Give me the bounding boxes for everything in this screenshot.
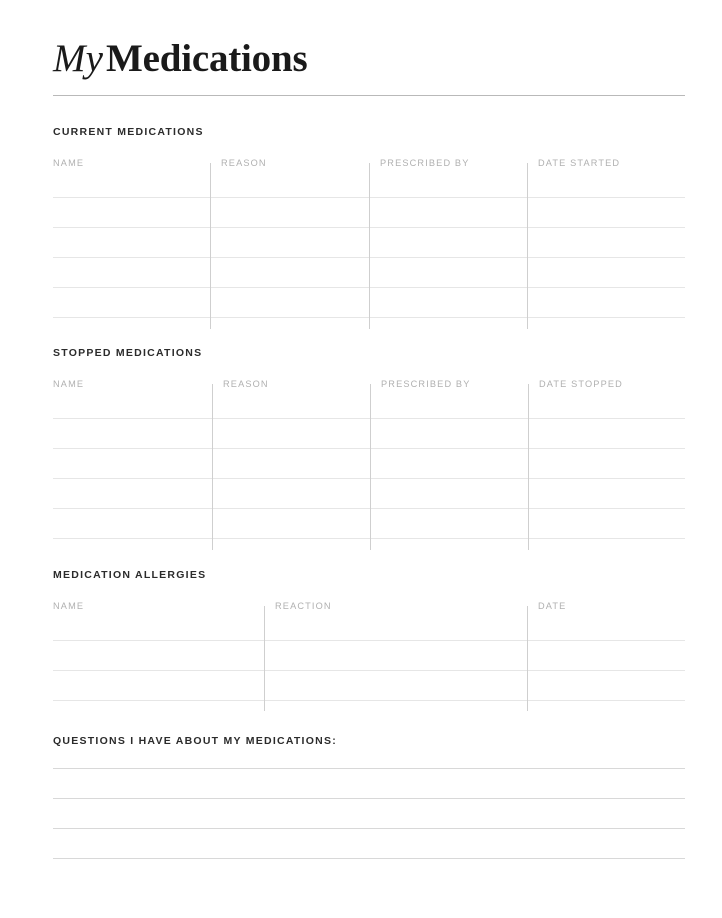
- section-heading-stopped: STOPPED MEDICATIONS: [53, 347, 203, 359]
- column-header-reaction: REACTION: [275, 601, 332, 611]
- section-current-medications: [53, 126, 685, 318]
- table-current-medications: [53, 156, 685, 318]
- table-row-divider: [53, 538, 685, 539]
- column-header-prescribed-by: PRESCRIBED BY: [381, 379, 471, 389]
- section-heading-questions: QUESTIONS I HAVE ABOUT MY MEDICATIONS:: [53, 735, 337, 747]
- column-divider: [210, 163, 211, 329]
- table-header-row: [53, 377, 685, 407]
- column-header-reason: REASON: [223, 379, 269, 389]
- page-title-regular: Medications: [106, 37, 308, 80]
- section-heading-allergies: MEDICATION ALLERGIES: [53, 569, 207, 581]
- column-header-date-stopped: DATE STOPPED: [539, 379, 623, 389]
- column-divider: [264, 606, 265, 711]
- column-header-name: NAME: [53, 601, 85, 611]
- column-header-name: NAME: [53, 158, 85, 168]
- column-header-date: DATE: [538, 601, 567, 611]
- questions-writing-area[interactable]: [53, 768, 685, 859]
- column-divider: [370, 384, 371, 550]
- table-header-row: [53, 599, 685, 629]
- column-divider: [212, 384, 213, 550]
- column-header-reason: REASON: [221, 158, 267, 168]
- section-heading-current: CURRENT MEDICATIONS: [53, 126, 204, 138]
- table-row-divider: [53, 700, 685, 701]
- table-stopped-medications: [53, 377, 685, 539]
- page-title: [53, 36, 685, 82]
- column-header-name: NAME: [53, 379, 85, 389]
- page-header: [53, 0, 685, 96]
- column-header-date-started: DATE STARTED: [538, 158, 621, 168]
- column-divider: [527, 163, 528, 329]
- table-medication-allergies: [53, 599, 685, 701]
- column-header-prescribed-by: PRESCRIBED BY: [380, 158, 470, 168]
- page-title-italic: My: [53, 37, 103, 80]
- title-divider: [53, 95, 685, 96]
- section-questions: [53, 735, 685, 859]
- section-stopped-medications: [53, 347, 685, 539]
- column-divider: [369, 163, 370, 329]
- writing-line: [53, 858, 685, 859]
- column-divider: [528, 384, 529, 550]
- column-divider: [527, 606, 528, 711]
- section-medication-allergies: [53, 569, 685, 701]
